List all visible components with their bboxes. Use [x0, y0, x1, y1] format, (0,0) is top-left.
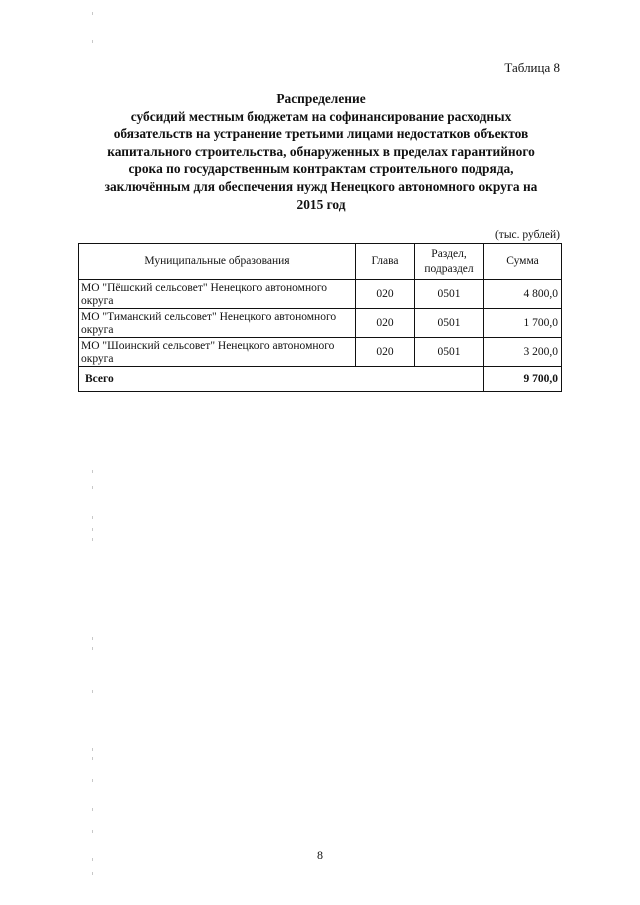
table-total-row: [79, 367, 562, 392]
cell-chapter: 020: [356, 309, 415, 338]
table-header-row: [79, 244, 562, 280]
total-sum: 9 700,0: [484, 367, 562, 392]
column-header-sum: Сумма: [484, 244, 562, 280]
cell-municipality: [79, 338, 356, 367]
cell-sum: 1 700,0: [484, 309, 562, 338]
municipality-name-line1: МО "Шоинский сельсовет" Ненецкого автономного: [81, 340, 335, 352]
cell-municipality: [79, 280, 356, 309]
cell-section: 0501: [415, 338, 484, 367]
page-number: 8: [317, 848, 323, 862]
municipality-name-line2: округа: [81, 295, 114, 307]
subsidy-table: [78, 243, 562, 392]
cell-sum: 4 800,0: [484, 280, 562, 309]
document-title: [80, 90, 562, 213]
title-line: Распределение: [276, 91, 366, 106]
municipality-name-line2: округа: [81, 353, 114, 365]
municipality-name-line1: МО "Пёшский сельсовет" Ненецкого автономного: [81, 282, 328, 294]
title-line: заключённым для обеспечения нужд Ненецкого автономного округа на: [104, 178, 538, 194]
title-line: 2015 год: [296, 196, 346, 212]
table-row: [79, 338, 562, 367]
cell-chapter: 020: [356, 338, 415, 367]
municipality-name-line2: округа: [81, 324, 114, 336]
cell-chapter: 020: [356, 280, 415, 309]
title-line: срока по государственным контрактам строительного подряда,: [128, 161, 514, 177]
table-row: [79, 280, 562, 309]
title-line: обязательств на устранение третьими лицами недостатков объектов: [113, 126, 529, 142]
units-label: (тыс. рублей): [494, 229, 560, 241]
table-number: Таблица 8: [504, 60, 560, 75]
column-header-section: [415, 244, 484, 280]
total-label: Всего: [79, 367, 484, 392]
cell-section: 0501: [415, 280, 484, 309]
municipality-name-line1: МО "Тиманский сельсовет" Ненецкого автономного: [81, 311, 337, 323]
table-row: [79, 309, 562, 338]
cell-section: 0501: [415, 309, 484, 338]
column-header-section-line2: подраздел: [424, 262, 474, 275]
title-line: субсидий местным бюджетам на софинансирование расходных: [130, 108, 512, 124]
title-line: капитального строительства, обнаруженных в пределах гарантийного: [107, 143, 535, 159]
column-header-chapter: Глава: [356, 244, 415, 280]
cell-sum: 3 200,0: [484, 338, 562, 367]
cell-municipality: [79, 309, 356, 338]
column-header-section-line1: Раздел,: [431, 247, 467, 260]
column-header-municipality: Муниципальные образования: [79, 244, 356, 280]
